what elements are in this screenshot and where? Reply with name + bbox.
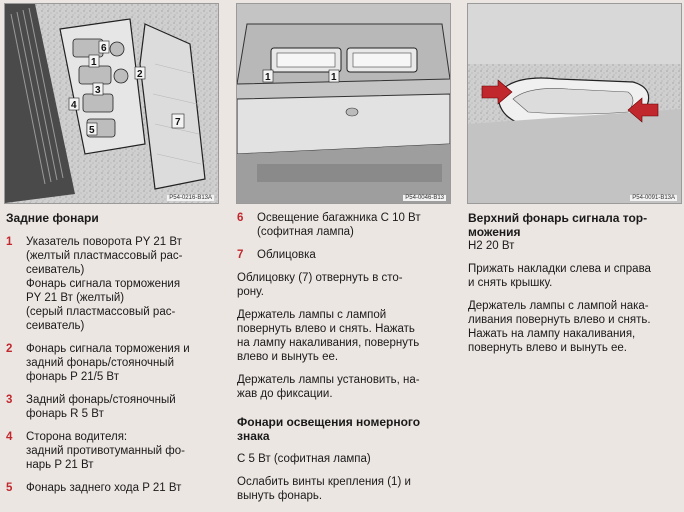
rear-lights-illustration xyxy=(5,4,218,203)
svg-text:3: 3 xyxy=(95,85,101,96)
svg-text:1: 1 xyxy=(91,57,97,68)
subheading: H2 20 Вт xyxy=(468,240,515,252)
callout-2 xyxy=(135,67,145,80)
callout-3 xyxy=(93,83,103,96)
brake-light-illustration xyxy=(468,4,681,203)
item-number: 3 xyxy=(6,394,13,406)
item-number: 2 xyxy=(6,343,13,355)
svg-text:7: 7 xyxy=(175,117,181,128)
item-number: 5 xyxy=(6,482,13,494)
callout-6 xyxy=(99,41,109,54)
column-rear-lights xyxy=(6,211,228,504)
svg-text:4: 4 xyxy=(71,100,77,111)
item-number: 1 xyxy=(6,236,13,248)
paragraph: Прижать накладки слева и справа и снять крышку. xyxy=(468,263,651,289)
paragraph: Облицовку (7) отвернуть в сто- рону. xyxy=(237,272,403,298)
svg-text:1: 1 xyxy=(331,72,337,83)
figure-code: P54-0046-B13 xyxy=(405,195,444,201)
list-item xyxy=(237,248,459,262)
figure-license-plate-lights xyxy=(236,3,451,204)
column-trunk-lights xyxy=(237,211,459,512)
item-number: 6 xyxy=(237,212,244,224)
item-number: 4 xyxy=(6,431,13,443)
list-item xyxy=(6,235,228,333)
figure-rear-lights xyxy=(4,3,219,204)
item-text: Фонарь заднего хода P 21 Вт xyxy=(26,482,182,494)
section-heading: Верхний фонарь сигнала тор- можения xyxy=(468,211,648,239)
item-text: Фонарь сигнала торможения и задний фонарь/стояночный фонарь P 21/5 Вт xyxy=(26,343,190,383)
figure-code: P54-0216-B13A xyxy=(169,195,212,201)
item-text: Облицовка xyxy=(257,249,316,261)
section-heading: Фонари освещения номерного знака xyxy=(237,415,421,443)
license-lights-illustration xyxy=(237,4,450,203)
callout-7 xyxy=(172,114,184,128)
paragraph: C 5 Вт (софитная лампа) xyxy=(237,453,371,465)
paragraph: Держатель лампы установить, на- жав до фиксации. xyxy=(237,374,420,400)
figure-third-brake-light xyxy=(467,3,682,204)
svg-text:2: 2 xyxy=(137,69,143,80)
callout-1 xyxy=(89,55,99,68)
section-heading: Задние фонари xyxy=(6,211,99,225)
item-number: 7 xyxy=(237,249,244,261)
item-text: Задний фонарь/стояночный фонарь R 5 Вт xyxy=(26,394,176,420)
callout-1a xyxy=(263,70,273,83)
figure-code: P54-0091-B13A xyxy=(632,195,675,201)
paragraph: Держатель лампы с лампой повернуть влево и снять. Нажать на лампу накаливания, повернуть влево и вынуть ее. xyxy=(237,309,420,363)
list-item xyxy=(237,211,459,239)
list-item xyxy=(6,342,228,384)
item-text: Указатель поворота PY 21 Вт (желтый пластмассовый рас- сеиватель) Фонарь сигнала торможения PY 21 Вт (желтый) (серый пластмассовый рас- сеиватель) xyxy=(26,236,183,332)
callout-4 xyxy=(69,98,79,111)
svg-text:6: 6 xyxy=(101,43,107,54)
list-item xyxy=(6,430,228,472)
callout-5 xyxy=(87,123,97,136)
callout-1b xyxy=(329,70,339,83)
item-text: Освещение багажника C 10 Вт (софитная лампа) xyxy=(257,212,421,238)
item-text: Сторона водителя: задний противотуманный фо- нарь P 21 Вт xyxy=(26,431,185,471)
column-brake-light xyxy=(468,211,682,364)
svg-text:5: 5 xyxy=(89,125,95,136)
list-item xyxy=(6,481,228,495)
paragraph: Держатель лампы с лампой нака- ливания повернуть влево и снять. Нажать на лампу накаливания, повернуть влево и вынуть ее. xyxy=(468,300,651,354)
paragraph: Ослабить винты крепления (1) и вынуть фонарь. xyxy=(237,476,411,502)
list-item xyxy=(6,393,228,421)
svg-text:1: 1 xyxy=(265,72,271,83)
